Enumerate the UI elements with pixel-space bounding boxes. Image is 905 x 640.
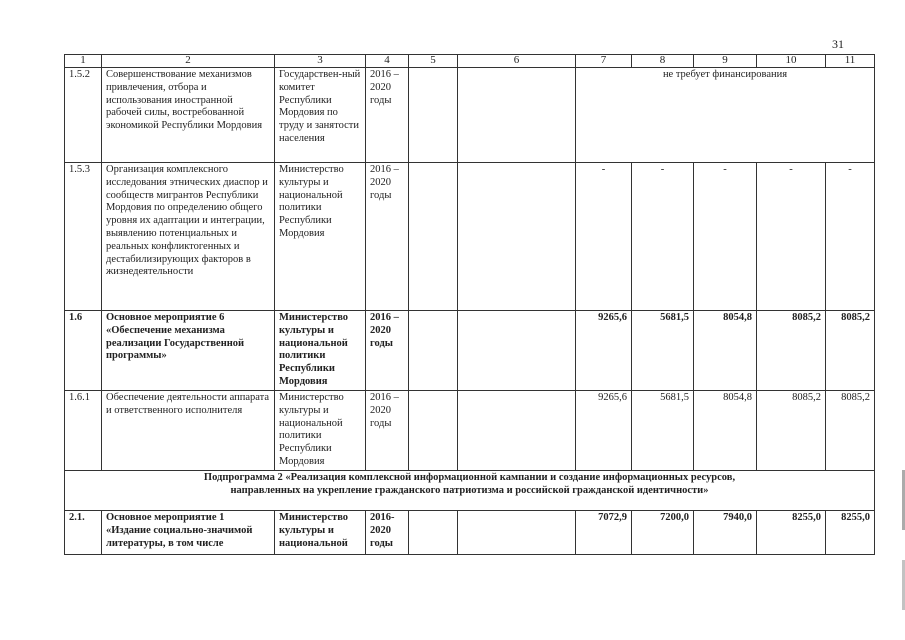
program-table (64, 54, 875, 555)
period: 2016 – 2020 годы (366, 163, 409, 311)
executor: Государствен-ный комитет Республики Мордовия по труду и занятости населения (275, 68, 366, 163)
empty-cell (409, 311, 458, 391)
row-number: 1.5.3 (65, 163, 102, 311)
activity-name: Совершенствование механизмов привлечения, отбора и использования иностранной рабочей силы, востребованной экономикой Республики Мордовия (102, 68, 275, 163)
column-number: 9 (694, 55, 757, 68)
empty-cell (409, 68, 458, 163)
column-number: 10 (757, 55, 826, 68)
value-cell: 7200,0 (632, 511, 694, 555)
value-cell: - (632, 163, 694, 311)
value-cell: 7072,9 (576, 511, 632, 555)
value-cell: 8255,0 (826, 511, 875, 555)
column-number: 2 (102, 55, 275, 68)
column-number-row (65, 55, 875, 68)
row-number: 1.6.1 (65, 391, 102, 471)
period: 2016-2020 годы (366, 511, 409, 555)
value-cell: 8054,8 (694, 311, 757, 391)
page-number: 31 (832, 37, 844, 51)
column-number: 6 (458, 55, 576, 68)
value-cell: - (576, 163, 632, 311)
table-row (65, 163, 875, 311)
activity-name: Основное мероприятие 1 «Издание социально-значимой литературы, в том числе (102, 511, 275, 555)
subprogram-title (65, 471, 875, 511)
value-cell: - (826, 163, 875, 311)
column-number: 11 (826, 55, 875, 68)
table-row (65, 511, 875, 555)
executor: Министерство культуры и национальной политики Республики Мордовия (275, 391, 366, 471)
table-row (65, 68, 875, 163)
value-cell: 8255,0 (757, 511, 826, 555)
executor: Министерство культуры и национальной (275, 511, 366, 555)
value-cell: - (694, 163, 757, 311)
empty-cell (458, 163, 576, 311)
value-cell: 5681,5 (632, 311, 694, 391)
row-number: 1.5.2 (65, 68, 102, 163)
empty-cell (458, 391, 576, 471)
value-cell: 8085,2 (757, 391, 826, 471)
executor: Министерство культуры и национальной политики Республики Мордовия (275, 163, 366, 311)
financing-note: не требует финансирования (576, 68, 875, 163)
executor: Министерство культуры и национальной политики Республики Мордовия (275, 311, 366, 391)
value-cell: 9265,6 (576, 311, 632, 391)
subprogram-row (65, 471, 875, 511)
activity-name: Основное мероприятие 6 «Обеспечение механизма реализации Государственной программы» (102, 311, 275, 391)
value-cell: 8085,2 (757, 311, 826, 391)
empty-cell (458, 311, 576, 391)
subprogram-title-line-1: Подпрограмма 2 «Реализация комплексной информационной кампании и создание информационных ресурсов, (203, 472, 736, 483)
empty-cell (409, 163, 458, 311)
row-number: 1.6 (65, 311, 102, 391)
period: 2016 – 2020 годы (366, 391, 409, 471)
column-number: 1 (65, 55, 102, 68)
empty-cell (409, 391, 458, 471)
value-cell: 8054,8 (694, 391, 757, 471)
column-number: 4 (366, 55, 409, 68)
value-cell: - (757, 163, 826, 311)
empty-cell (409, 511, 458, 555)
empty-cell (458, 68, 576, 163)
value-cell: 7940,0 (694, 511, 757, 555)
column-number: 7 (576, 55, 632, 68)
column-number: 8 (632, 55, 694, 68)
value-cell: 9265,6 (576, 391, 632, 471)
activity-name: Организация комплексного исследования этнических диаспор и сообществ мигрантов Республики Мордовия по определению общего уровня их адаптации и интеграции, выявлению потенциальных и реальных конфликтогенных и дестабилизирующих факторов в жизнедеятельности (102, 163, 275, 311)
period: 2016 – 2020 годы (366, 68, 409, 163)
empty-cell (458, 511, 576, 555)
column-number: 3 (275, 55, 366, 68)
value-cell: 8085,2 (826, 391, 875, 471)
table-row (65, 311, 875, 391)
table-row (65, 391, 875, 471)
activity-name: Обеспечение деятельности аппарата и ответственного исполнителя (102, 391, 275, 471)
row-number: 2.1. (65, 511, 102, 555)
subprogram-title-line-2: направленных на укрепление гражданского патриотизма и российской гражданской идентичности» (230, 484, 709, 496)
column-number: 5 (409, 55, 458, 68)
value-cell: 8085,2 (826, 311, 875, 391)
value-cell: 5681,5 (632, 391, 694, 471)
period: 2016 – 2020 годы (366, 311, 409, 391)
